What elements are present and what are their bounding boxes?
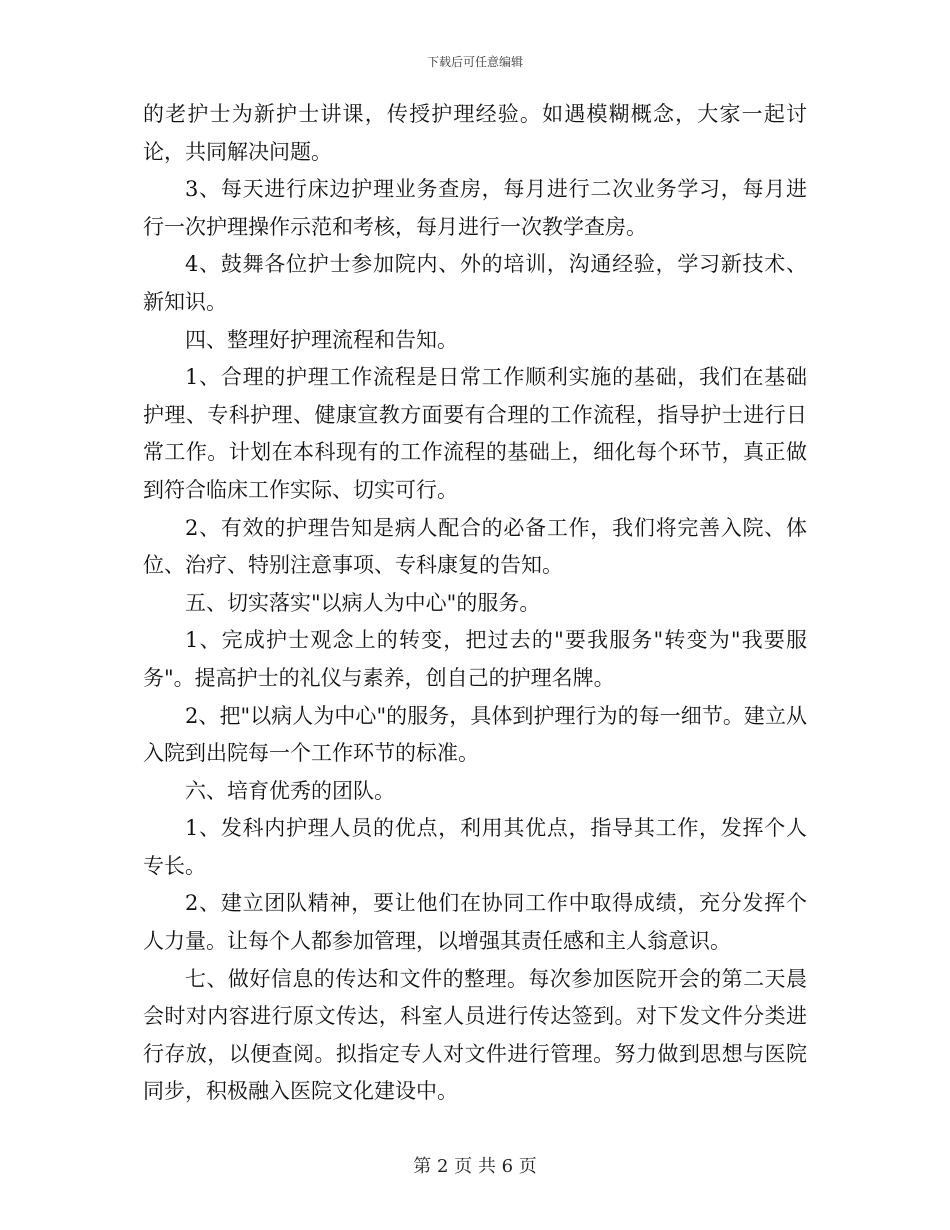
paragraph-item-4: 4、鼓舞各位护士参加院内、外的培训，沟通经验，学习新技术、新知识。 xyxy=(143,252,807,314)
section-heading-5: 五、切实落实"以病人为中心"的服务。 xyxy=(185,590,541,615)
paragraph-section6-item-1: 1、发科内护理人员的优点，利用其优点，指导其工作，发挥个人专长。 xyxy=(143,816,807,878)
section-heading-4: 四、整理好护理流程和告知。 xyxy=(185,327,458,352)
paragraph-section5-item-1: 1、完成护士观念上的转变，把过去的"要我服务"转变为"我要服务"。提高护士的礼仪与素养，创自己的护理名牌。 xyxy=(143,628,807,690)
document-body xyxy=(143,96,807,1111)
section-heading-6: 六、培育优秀的团队。 xyxy=(185,778,395,803)
paragraph-section5-item-2: 2、把"以病人为中心"的服务，具体到护理行为的每一细节。建立从入院到出院每一个工作环节的标准。 xyxy=(143,703,807,766)
page-header: 下载后可任意编辑 xyxy=(426,55,523,69)
section-heading-7: 七、做好信息的传达和文件的整理。每次参加医院开会的第二天晨会时对内容进行原文传达，科室人员进行传达签到。对下发文件分类进行存放，以便查阅。拟指定专人对文件进行管理。努力做到思想与医院同步，积极融入医院文化建设中。 xyxy=(143,966,807,1104)
paragraph-section6-item-2: 2、建立团队精神，要让他们在协同工作中取得成绩，充分发挥个人力量。让每个人都参加管理，以增强其责任感和主人翁意识。 xyxy=(143,891,807,954)
page-footer: 第 2 页 共 6 页 xyxy=(413,1156,537,1177)
paragraph-section4-item-1: 1、合理的护理工作流程是日常工作顺利实施的基础，我们在基础护理、专科护理、健康宣教方面要有合理的工作流程，指导护士进行日常工作。计划在本科现有的工作流程的基础上，细化每个环节，真正做到符合临床工作实际、切实可行。 xyxy=(143,365,807,502)
paragraph-item-3: 3、每天进行床边护理业务查房，每月进行二次业务学习，每月进行一次护理操作示范和考核，每月进行一次教学查房。 xyxy=(143,177,807,239)
paragraph-section4-item-2: 2、有效的护理告知是病人配合的必备工作，我们将完善入院、体位、治疗、特别注意事项、专科康复的告知。 xyxy=(143,515,807,578)
paragraph-continuation: 的老护士为新护士讲课，传授护理经验。如遇模糊概念，大家一起讨论，共同解决问题。 xyxy=(143,102,807,164)
